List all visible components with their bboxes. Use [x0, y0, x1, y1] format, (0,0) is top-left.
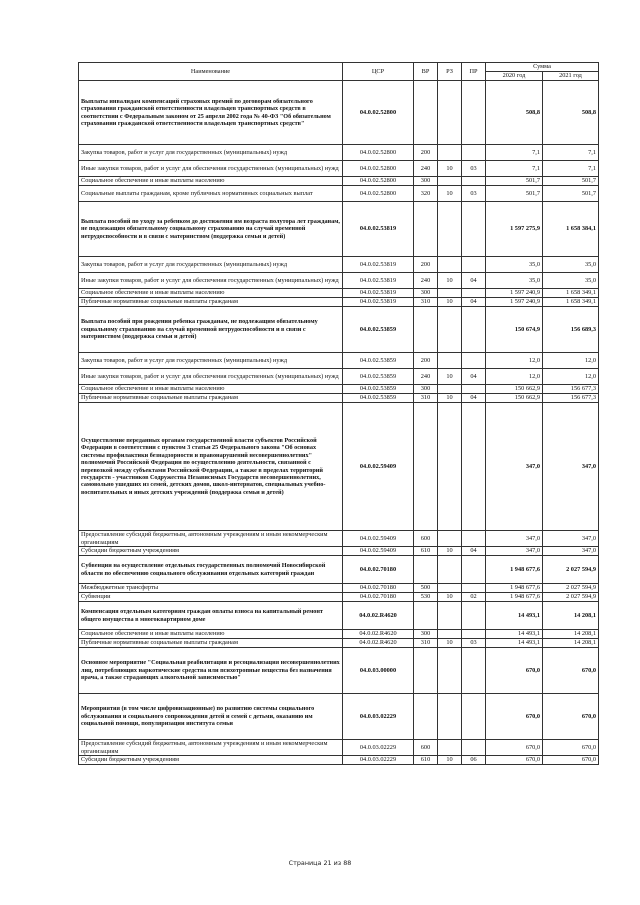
cell-pr: [462, 353, 486, 369]
cell-sum-2020: 501,7: [486, 186, 543, 202]
header-sum: Сумма: [486, 63, 599, 72]
cell-sum-2020: 670,0: [486, 740, 543, 756]
cell-vr: [414, 694, 438, 740]
cell-sum-2021: 1 658 349,1: [543, 289, 599, 298]
cell-sum-2020: 14 493,1: [486, 602, 543, 630]
header-year-2021: 2021 год: [543, 72, 599, 81]
cell-pr: [462, 740, 486, 756]
cell-csr: 04.0.02.R4620: [343, 639, 414, 648]
cell-csr: 04.0.02.53819: [343, 202, 414, 257]
cell-name: Компенсация отдельным категориям граждан оплаты взноса на капитальный ремонт общего имущества в многоквартирном доме: [79, 602, 343, 630]
cell-csr: 04.0.02.52800: [343, 161, 414, 177]
cell-pr: [462, 531, 486, 547]
cell-vr: [414, 81, 438, 145]
cell-sum-2020: 670,0: [486, 648, 543, 694]
header-vr: ВР: [414, 63, 438, 81]
cell-pr: [462, 307, 486, 353]
table-header: [79, 63, 599, 81]
cell-name: Социальное обеспечение и иные выплаты населению: [79, 630, 343, 639]
cell-csr: 04.0.03.02229: [343, 740, 414, 756]
cell-vr: 600: [414, 740, 438, 756]
cell-pr: [462, 257, 486, 273]
table-row: [79, 756, 599, 765]
cell-sum-2021: 7,1: [543, 145, 599, 161]
cell-pr: [462, 556, 486, 584]
cell-vr: 300: [414, 177, 438, 186]
cell-sum-2020: 347,0: [486, 403, 543, 531]
header-csr: ЦСР: [343, 63, 414, 81]
page-number: Страница 21 из 88: [288, 859, 352, 867]
cell-sum-2021: 14 208,1: [543, 639, 599, 648]
cell-sum-2021: 347,0: [543, 531, 599, 547]
table-row: [79, 531, 599, 547]
header-rz: РЗ: [438, 63, 462, 81]
cell-vr: [414, 403, 438, 531]
cell-sum-2021: 12,0: [543, 369, 599, 385]
cell-vr: 310: [414, 394, 438, 403]
cell-pr: 04: [462, 369, 486, 385]
cell-csr: 04.0.03.02229: [343, 694, 414, 740]
cell-sum-2021: 347,0: [543, 547, 599, 556]
cell-csr: 04.0.02.53819: [343, 298, 414, 307]
cell-name: Мероприятия (в том числе цифровизационные) по развитию системы социального обслуживания и социального сопровождения детей и семей с детьми, оказанию им социальной помощи, популяризации института семьи: [79, 694, 343, 740]
cell-vr: 310: [414, 298, 438, 307]
cell-pr: [462, 403, 486, 531]
cell-rz: 10: [438, 298, 462, 307]
table-row: [79, 177, 599, 186]
cell-pr: [462, 630, 486, 639]
table-row: [79, 648, 599, 694]
cell-sum-2020: 35,0: [486, 273, 543, 289]
table-row: [79, 630, 599, 639]
cell-sum-2021: 14 208,1: [543, 602, 599, 630]
cell-sum-2020: 7,1: [486, 145, 543, 161]
table-row: [79, 186, 599, 202]
cell-csr: 04.0.02.59409: [343, 547, 414, 556]
header-name: Наименование: [79, 63, 343, 81]
cell-name: Межбюджетные трансферты: [79, 584, 343, 593]
cell-sum-2021: 12,0: [543, 353, 599, 369]
cell-pr: 02: [462, 593, 486, 602]
table-row: [79, 394, 599, 403]
cell-rz: [438, 584, 462, 593]
cell-sum-2020: 14 493,1: [486, 639, 543, 648]
cell-csr: 04.0.02.53859: [343, 307, 414, 353]
cell-sum-2020: 501,7: [486, 177, 543, 186]
table-row: [79, 257, 599, 273]
cell-rz: [438, 403, 462, 531]
cell-vr: [414, 648, 438, 694]
cell-vr: 200: [414, 353, 438, 369]
cell-rz: 10: [438, 369, 462, 385]
table-row: [79, 298, 599, 307]
cell-pr: 04: [462, 273, 486, 289]
cell-pr: 03: [462, 639, 486, 648]
cell-vr: 610: [414, 547, 438, 556]
cell-sum-2021: 156 689,3: [543, 307, 599, 353]
cell-sum-2020: 670,0: [486, 756, 543, 765]
cell-sum-2020: 1 948 677,6: [486, 593, 543, 602]
cell-csr: 04.0.03.02229: [343, 756, 414, 765]
cell-csr: 04.0.02.52800: [343, 145, 414, 161]
table-row: [79, 81, 599, 145]
cell-name: Субсидии бюджетным учреждениям: [79, 756, 343, 765]
table-row: [79, 289, 599, 298]
cell-sum-2020: 1 948 677,6: [486, 556, 543, 584]
cell-rz: [438, 145, 462, 161]
cell-vr: 300: [414, 385, 438, 394]
cell-sum-2020: 7,1: [486, 161, 543, 177]
cell-vr: 200: [414, 145, 438, 161]
cell-vr: 240: [414, 369, 438, 385]
cell-sum-2021: 14 208,1: [543, 630, 599, 639]
table-row: [79, 161, 599, 177]
cell-vr: [414, 307, 438, 353]
cell-name: Субвенции на осуществление отдельных государственных полномочий Новосибирской области по обеспечению социального обслуживания отдельных категорий граждан: [79, 556, 343, 584]
cell-rz: [438, 648, 462, 694]
cell-csr: 04.0.02.53819: [343, 289, 414, 298]
cell-rz: 10: [438, 186, 462, 202]
header-pr: ПР: [462, 63, 486, 81]
cell-name: Субсидии бюджетным учреждениям: [79, 547, 343, 556]
cell-name: Социальное обеспечение и иные выплаты населению: [79, 289, 343, 298]
cell-pr: [462, 289, 486, 298]
cell-name: Осуществление переданных органам государственной власти субъектов Российской Федерации в соответствии с пунктом 3 статьи 25 Федерального закона "Об основах системы профилактики безнадзорности и правонарушений несовершеннолетних" полномочий Российской Федерации по осуществлению деятельности, связанной с перевозкой между субъектами Российской Федерации, а также в пределах территорий государств - участников Содружества Независимых Государств несовершеннолетних, самовольно ушедших из семей, детских домов, школ-интернатов, специальных учебно-воспитательных и иных детских учреждений (поддержка семьи и детей): [79, 403, 343, 531]
cell-name: Иные закупки товаров, работ и услуг для обеспечения государственных (муниципальных) нужд: [79, 369, 343, 385]
cell-csr: 04.0.02.70180: [343, 584, 414, 593]
cell-vr: 200: [414, 257, 438, 273]
cell-pr: [462, 584, 486, 593]
cell-sum-2020: 1 597 240,9: [486, 289, 543, 298]
cell-name: Закупка товаров, работ и услуг для государственных (муниципальных) нужд: [79, 145, 343, 161]
cell-vr: 530: [414, 593, 438, 602]
cell-rz: [438, 602, 462, 630]
cell-sum-2021: 156 677,3: [543, 385, 599, 394]
cell-rz: [438, 353, 462, 369]
cell-vr: 320: [414, 186, 438, 202]
cell-csr: 04.0.02.R4620: [343, 630, 414, 639]
table-row: [79, 556, 599, 584]
cell-csr: 04.0.02.70180: [343, 593, 414, 602]
cell-pr: 03: [462, 186, 486, 202]
cell-rz: [438, 385, 462, 394]
cell-rz: 10: [438, 547, 462, 556]
cell-rz: [438, 307, 462, 353]
cell-csr: 04.0.02.53859: [343, 394, 414, 403]
cell-csr: 04.0.02.53859: [343, 385, 414, 394]
cell-csr: 04.0.02.52800: [343, 81, 414, 145]
cell-pr: [462, 648, 486, 694]
cell-rz: 10: [438, 639, 462, 648]
table-row: [79, 694, 599, 740]
table-row: [79, 740, 599, 756]
cell-name: Основное мероприятие "Социальная реабилитация и ресоциализация несовершеннолетних лиц, потребляющих наркотические средства или психотропные вещества без назначения врача, а также страдающих алкогольной зависимостью": [79, 648, 343, 694]
cell-sum-2021: 501,7: [543, 177, 599, 186]
cell-vr: 300: [414, 630, 438, 639]
cell-pr: [462, 385, 486, 394]
table-row: [79, 385, 599, 394]
cell-name: Закупка товаров, работ и услуг для государственных (муниципальных) нужд: [79, 257, 343, 273]
cell-csr: 04.0.02.70180: [343, 556, 414, 584]
cell-name: Субвенции: [79, 593, 343, 602]
cell-sum-2020: 150 674,9: [486, 307, 543, 353]
table-row: [79, 547, 599, 556]
cell-rz: [438, 556, 462, 584]
cell-rz: [438, 289, 462, 298]
cell-sum-2020: 347,0: [486, 531, 543, 547]
cell-vr: [414, 602, 438, 630]
cell-sum-2021: 1 658 384,1: [543, 202, 599, 257]
cell-name: Выплата пособий по уходу за ребенком до достижения им возраста полутора лет гражданам, не подлежащим обязательному социальному страхованию на случай временной нетрудоспособности и в связи с материнством (поддержка семьи и детей): [79, 202, 343, 257]
cell-name: Социальные выплаты гражданам, кроме публичных нормативных социальных выплат: [79, 186, 343, 202]
cell-sum-2021: 670,0: [543, 648, 599, 694]
cell-csr: 04.0.02.R4620: [343, 602, 414, 630]
table-row: [79, 602, 599, 630]
cell-pr: 04: [462, 298, 486, 307]
cell-vr: 310: [414, 639, 438, 648]
cell-csr: 04.0.02.59409: [343, 403, 414, 531]
cell-pr: 04: [462, 547, 486, 556]
cell-csr: 04.0.02.53859: [343, 353, 414, 369]
cell-sum-2020: 35,0: [486, 257, 543, 273]
cell-vr: [414, 556, 438, 584]
cell-csr: 04.0.02.52800: [343, 177, 414, 186]
cell-sum-2021: 670,0: [543, 740, 599, 756]
cell-pr: [462, 81, 486, 145]
cell-csr: 04.0.02.52800: [343, 186, 414, 202]
table-row: [79, 202, 599, 257]
cell-sum-2021: 508,8: [543, 81, 599, 145]
cell-name: Публичные нормативные социальные выплаты гражданам: [79, 298, 343, 307]
cell-sum-2020: 508,8: [486, 81, 543, 145]
cell-sum-2020: 150 662,9: [486, 385, 543, 394]
table-row: [79, 403, 599, 531]
cell-vr: [414, 202, 438, 257]
cell-name: Социальное обеспечение и иные выплаты населению: [79, 177, 343, 186]
cell-sum-2021: 2 027 594,9: [543, 556, 599, 584]
cell-pr: [462, 177, 486, 186]
cell-sum-2020: 1 948 677,6: [486, 584, 543, 593]
cell-sum-2021: 156 677,3: [543, 394, 599, 403]
cell-sum-2020: 12,0: [486, 353, 543, 369]
cell-rz: [438, 202, 462, 257]
cell-vr: 500: [414, 584, 438, 593]
table-row: [79, 584, 599, 593]
cell-vr: 240: [414, 273, 438, 289]
cell-pr: [462, 602, 486, 630]
cell-rz: 10: [438, 394, 462, 403]
cell-sum-2021: 670,0: [543, 756, 599, 765]
cell-csr: 04.0.02.53859: [343, 369, 414, 385]
cell-sum-2021: 2 027 594,9: [543, 593, 599, 602]
cell-name: Предоставление субсидий бюджетным, автономным учреждениям и иным некоммерческим организациям: [79, 531, 343, 547]
table-row: [79, 145, 599, 161]
cell-sum-2020: 12,0: [486, 369, 543, 385]
table-row: [79, 273, 599, 289]
cell-csr: 04.0.02.53819: [343, 273, 414, 289]
cell-sum-2021: 35,0: [543, 273, 599, 289]
table-row: [79, 353, 599, 369]
cell-name: Выплаты инвалидам компенсаций страховых премий по договорам обязательного страхования гражданской ответственности владельцев транспортных средств в соответствии с Федеральным законом от 25 апреля 2002 года № 40-ФЗ "Об обязательном страховании гражданской ответственности владельцев транспортных средств": [79, 81, 343, 145]
cell-rz: [438, 694, 462, 740]
header-year-2020: 2020 год: [486, 72, 543, 81]
cell-name: Публичные нормативные социальные выплаты гражданам: [79, 639, 343, 648]
table-row: [79, 369, 599, 385]
cell-rz: 10: [438, 273, 462, 289]
cell-rz: 10: [438, 593, 462, 602]
cell-name: Предоставление субсидий бюджетным, автономным учреждениям и иным некоммерческим организациям: [79, 740, 343, 756]
cell-vr: 610: [414, 756, 438, 765]
cell-sum-2021: 670,0: [543, 694, 599, 740]
cell-name: Иные закупки товаров, работ и услуг для обеспечения государственных (муниципальных) нужд: [79, 161, 343, 177]
cell-sum-2021: 2 027 594,9: [543, 584, 599, 593]
cell-pr: 03: [462, 161, 486, 177]
cell-vr: 300: [414, 289, 438, 298]
cell-sum-2021: 1 658 349,1: [543, 298, 599, 307]
cell-csr: 04.0.02.53819: [343, 257, 414, 273]
cell-sum-2020: 1 597 275,9: [486, 202, 543, 257]
cell-sum-2021: 347,0: [543, 403, 599, 531]
table-body: [79, 81, 599, 765]
cell-rz: [438, 531, 462, 547]
cell-name: Закупка товаров, работ и услуг для государственных (муниципальных) нужд: [79, 353, 343, 369]
table-row: [79, 593, 599, 602]
cell-sum-2021: 501,7: [543, 186, 599, 202]
cell-name: Социальное обеспечение и иные выплаты населению: [79, 385, 343, 394]
cell-sum-2021: 35,0: [543, 257, 599, 273]
cell-sum-2020: 1 597 240,9: [486, 298, 543, 307]
cell-rz: [438, 630, 462, 639]
cell-sum-2020: 150 662,9: [486, 394, 543, 403]
cell-pr: [462, 145, 486, 161]
cell-name: Публичные нормативные социальные выплаты гражданам: [79, 394, 343, 403]
budget-table: [78, 62, 599, 765]
cell-pr: 06: [462, 756, 486, 765]
cell-rz: 10: [438, 756, 462, 765]
cell-sum-2021: 7,1: [543, 161, 599, 177]
cell-sum-2020: 347,0: [486, 547, 543, 556]
cell-pr: 04: [462, 394, 486, 403]
cell-name: Выплата пособий при рождении ребенка гражданам, не подлежащим обязательному социальному страхованию на случай временной нетрудоспособности и в связи с материнством (поддержка семьи и детей): [79, 307, 343, 353]
budget-sheet: [78, 62, 598, 765]
cell-csr: 04.0.02.59409: [343, 531, 414, 547]
table-row: [79, 639, 599, 648]
cell-csr: 04.0.03.00000: [343, 648, 414, 694]
cell-rz: [438, 81, 462, 145]
cell-vr: 240: [414, 161, 438, 177]
table-row: [79, 307, 599, 353]
cell-vr: 600: [414, 531, 438, 547]
cell-sum-2020: 670,0: [486, 694, 543, 740]
cell-pr: [462, 202, 486, 257]
cell-name: Иные закупки товаров, работ и услуг для обеспечения государственных (муниципальных) нужд: [79, 273, 343, 289]
cell-rz: 10: [438, 161, 462, 177]
cell-rz: [438, 257, 462, 273]
cell-rz: [438, 177, 462, 186]
cell-rz: [438, 740, 462, 756]
cell-sum-2020: 14 493,1: [486, 630, 543, 639]
cell-pr: [462, 694, 486, 740]
